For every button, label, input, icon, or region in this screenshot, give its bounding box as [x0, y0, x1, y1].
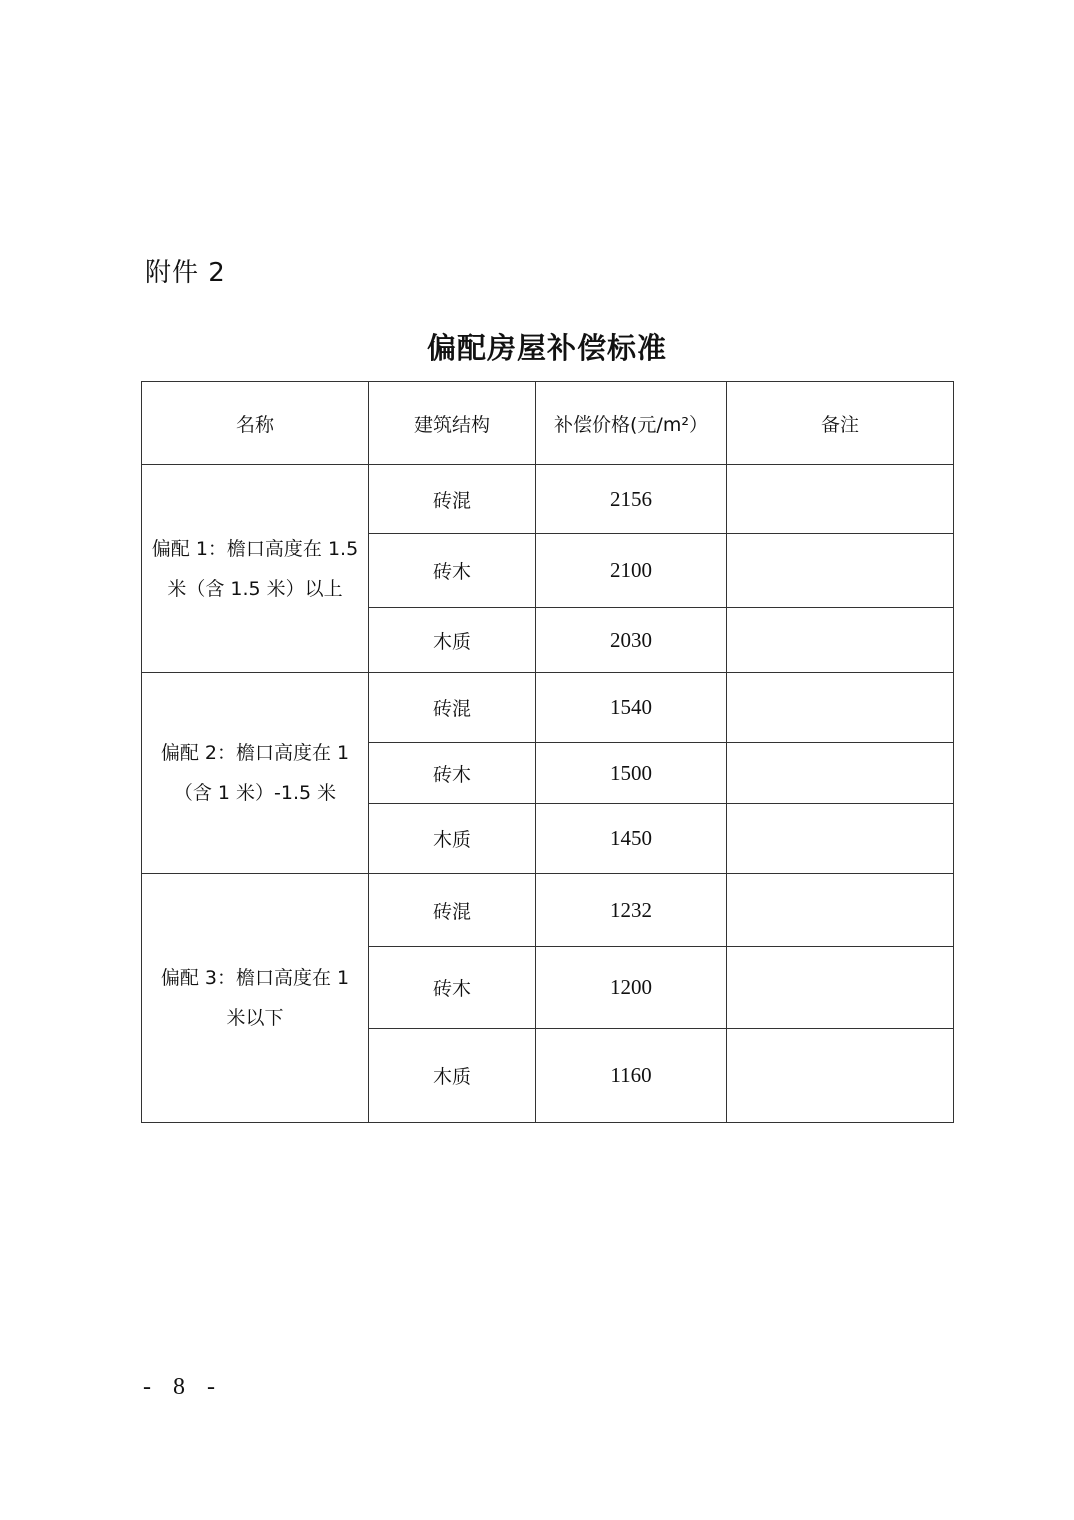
note-cell: [727, 804, 954, 874]
structure-cell: 砖木: [369, 743, 536, 804]
structure-cell: 砖混: [369, 874, 536, 947]
table-row: [142, 874, 954, 947]
group-name-line: 米（含 1.5 米）以上: [167, 577, 343, 600]
table-row: [142, 673, 954, 743]
header-name: 名称: [142, 382, 369, 465]
structure-cell: 木质: [369, 804, 536, 874]
price-cell: 1160: [536, 1029, 727, 1123]
group-name-cell: [142, 673, 369, 874]
group-name-line: 米以下: [226, 1007, 284, 1029]
price-cell: 1200: [536, 947, 727, 1029]
group-name-line: 偏配 1：檐口高度在 1.5: [151, 537, 359, 560]
table-header-row: [142, 382, 954, 465]
structure-cell: 砖混: [369, 465, 536, 534]
document-title: 偏配房屋补偿标准: [426, 331, 667, 365]
group-name-line: 偏配 3：檐口高度在 1: [160, 967, 350, 989]
header-note: 备注: [727, 382, 954, 465]
price-cell: 1500: [536, 743, 727, 804]
group-name-line: 偏配 2：檐口高度在 1: [160, 742, 350, 764]
price-cell: 1232: [536, 874, 727, 947]
attachment-label: 附件 2: [145, 258, 226, 288]
note-cell: [727, 673, 954, 743]
price-cell: 1450: [536, 804, 727, 874]
structure-cell: 砖木: [369, 947, 536, 1029]
group-name-cell: [142, 465, 369, 673]
page-number: - 8 -: [143, 1374, 223, 1400]
structure-cell: 砖木: [369, 534, 536, 608]
price-cell: 2156: [536, 465, 727, 534]
compensation-table: [141, 381, 954, 1123]
header-price: 补偿价格(元/m²）: [536, 382, 727, 465]
note-cell: [727, 874, 954, 947]
structure-cell: 砖混: [369, 673, 536, 743]
note-cell: [727, 743, 954, 804]
header-structure: 建筑结构: [369, 382, 536, 465]
table-row: [142, 465, 954, 534]
note-cell: [727, 465, 954, 534]
group-name-line: （含 1 米）-1.5 米: [173, 782, 337, 804]
structure-cell: 木质: [369, 608, 536, 673]
note-cell: [727, 608, 954, 673]
structure-cell: 木质: [369, 1029, 536, 1123]
price-cell: 2100: [536, 534, 727, 608]
price-cell: 1540: [536, 673, 727, 743]
group-name-cell: [142, 874, 369, 1123]
note-cell: [727, 534, 954, 608]
note-cell: [727, 1029, 954, 1123]
note-cell: [727, 947, 954, 1029]
price-cell: 2030: [536, 608, 727, 673]
